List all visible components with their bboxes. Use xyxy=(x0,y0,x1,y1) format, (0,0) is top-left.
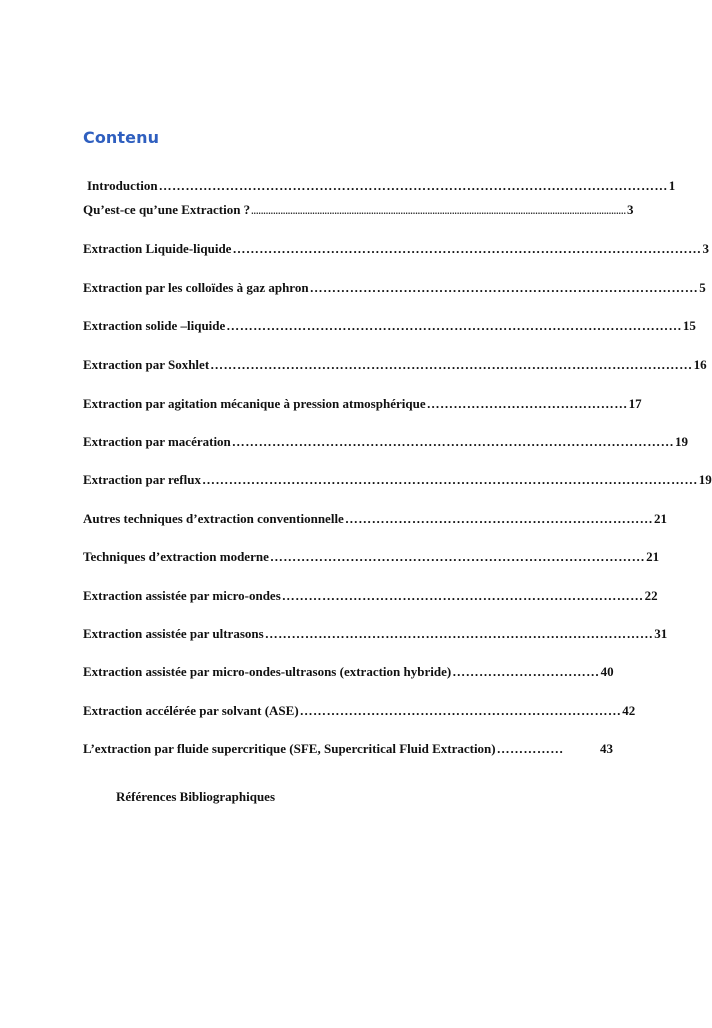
toc-entry-maceration[interactable] xyxy=(83,434,688,450)
toc-leader-dots: ………………………………………………………………………………………… xyxy=(226,318,682,333)
toc-entry-micro-ondes[interactable] xyxy=(83,588,658,604)
toc-leader-dots: ……………………………………………………………… xyxy=(299,703,622,718)
toc-entry-label: Autres techniques d’extraction conventionnelle xyxy=(83,511,344,526)
toc-entry-label: Extraction Liquide-liquide xyxy=(83,241,232,256)
toc-leader-dots: …………………………………………………………………………… xyxy=(264,626,654,641)
toc-entry-ultrasons[interactable] xyxy=(83,626,668,642)
toc-leader-dots: ………………………………………………………………………………………………… xyxy=(201,472,698,487)
toc-entry-page: 15 xyxy=(682,318,696,333)
toc-entry-page: 19 xyxy=(698,472,712,487)
toc-leader-dots: ......................................................................................................................................................... xyxy=(251,206,627,216)
toc-entry-label: Introduction xyxy=(87,178,158,193)
toc-entry-hybride[interactable] xyxy=(83,664,613,680)
toc-entry-label: Extraction assistée par micro-ondes-ultrasons (extraction hybride) xyxy=(83,664,452,679)
toc-entry-page: 40 xyxy=(600,664,614,679)
toc-entry-label: Extraction assistée par micro-ondes xyxy=(83,588,281,603)
toc-entry-page: 3 xyxy=(702,241,709,256)
toc-entry-label: Extraction par reflux xyxy=(83,472,201,487)
toc-entry-page: 31 xyxy=(654,626,668,641)
toc-leader-dots: ……………………………………… xyxy=(426,396,628,411)
toc-entry-colloides-aphron[interactable] xyxy=(83,280,706,296)
toc-entry-page: 3 xyxy=(627,202,634,217)
toc-leader-dots: …………… xyxy=(496,741,564,756)
toc-leader-dots: ……………………………………………………………………………………………… xyxy=(210,357,693,372)
toc-entry-reflux[interactable] xyxy=(83,472,712,488)
toc-leader-dots: …………………………………………………………………………………………………… xyxy=(158,178,668,193)
toc-entry-label: Extraction par macération xyxy=(83,434,231,449)
toc-entry-liquide-liquide[interactable] xyxy=(83,241,709,257)
toc-entry-label: Extraction assistée par ultrasons xyxy=(83,626,264,641)
toc-entry-quest-ce-extraction[interactable] xyxy=(83,202,634,219)
toc-entry-page: 21 xyxy=(646,549,660,564)
toc-entry-soxhlet[interactable] xyxy=(83,357,707,373)
toc-leader-dots: …………………………………………………………………………… xyxy=(309,280,699,295)
toc-entry-introduction[interactable] xyxy=(83,178,676,194)
toc-entry-sfe[interactable] xyxy=(83,741,613,757)
toc-entry-page: 16 xyxy=(693,357,707,372)
toc-entry-autres-techniques[interactable] xyxy=(83,511,668,527)
toc-title: Contenu xyxy=(83,128,160,147)
toc-entry-page: 21 xyxy=(654,511,668,526)
toc-entry-label: Techniques d’extraction moderne xyxy=(83,549,269,564)
toc-entry-label: Extraction par agitation mécanique à pression atmosphérique xyxy=(83,396,426,411)
toc-entry-techniques-moderne[interactable] xyxy=(83,549,660,565)
toc-entry-page: 42 xyxy=(622,703,636,718)
toc-entry-page: 1 xyxy=(668,178,676,193)
toc-entry-page: 5 xyxy=(699,280,706,295)
toc-entry-label: Extraction par Soxhlet xyxy=(83,357,210,372)
toc-entry-page: 43 xyxy=(600,741,613,756)
toc-entry-label: Qu’est-ce qu’une Extraction ? xyxy=(83,202,251,217)
toc-entry-agitation-mecanique[interactable] xyxy=(83,396,642,412)
toc-entry-page: 19 xyxy=(675,434,688,449)
toc-leader-dots: ……………………………………………………………………………………… xyxy=(231,434,674,449)
toc-leader-dots: …………………………………………………………… xyxy=(344,511,654,526)
toc-leader-dots: ……………………………………………………………………… xyxy=(281,588,644,603)
toc-entry-page: 22 xyxy=(644,588,658,603)
toc-entry-label: L’extraction par fluide supercritique (SFE, Supercritical Fluid Extraction) xyxy=(83,741,496,756)
toc-entry-ase[interactable] xyxy=(83,703,636,719)
toc-entry-label: Extraction solide –liquide xyxy=(83,318,226,333)
toc-leader-dots: ………………………………………………………………………… xyxy=(269,549,646,564)
toc-entry-label: Extraction accélérée par solvant (ASE) xyxy=(83,703,299,718)
toc-leader-dots: …………………………… xyxy=(452,664,600,679)
toc-entry-label: Extraction par les colloïdes à gaz aphron xyxy=(83,280,309,295)
toc-entry-page: 17 xyxy=(628,396,642,411)
references-heading[interactable]: Références Bibliographiques xyxy=(116,789,276,804)
toc-leader-dots: …………………………………………………………………………………………… xyxy=(232,241,702,256)
toc-entry-solide-liquide[interactable] xyxy=(83,318,696,334)
